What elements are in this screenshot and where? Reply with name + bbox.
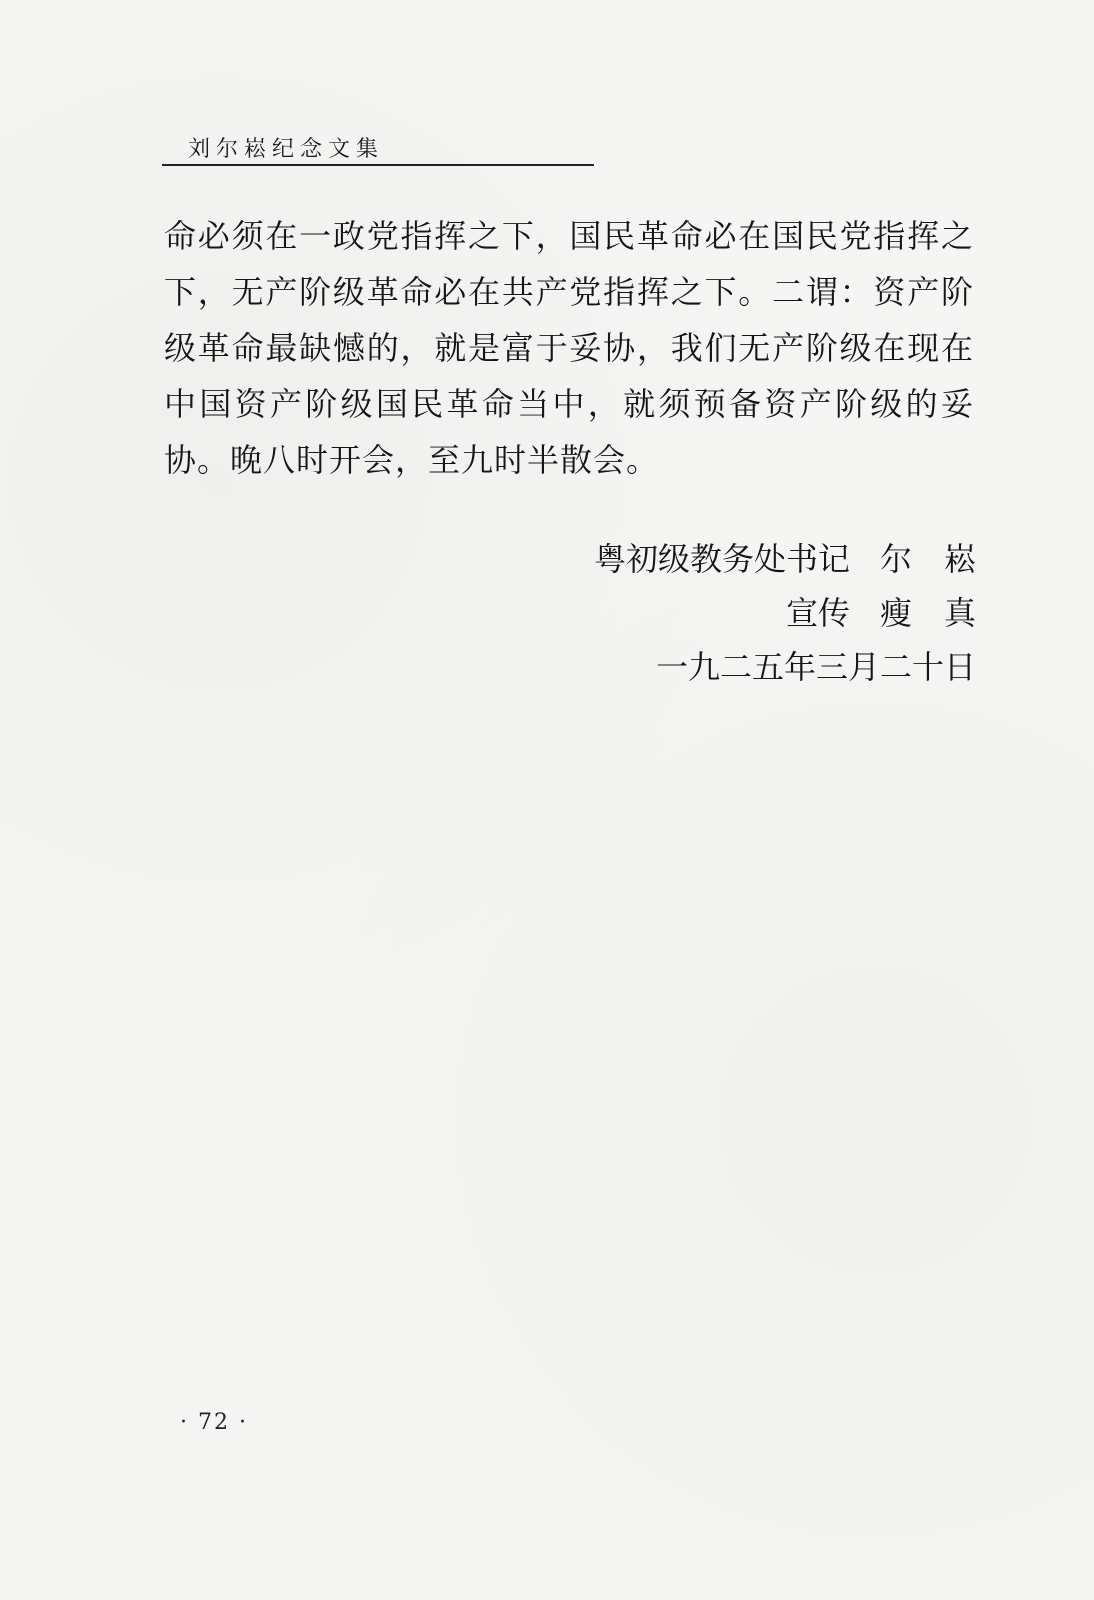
signature-name-2: 瘦 真 <box>879 594 976 632</box>
page-number: · 72 · <box>180 1410 248 1435</box>
signature-line-2 <box>594 586 976 640</box>
body-paragraph: 命必须在一政党指挥之下，国民革命必在国民党指挥之下，无产阶级革命必在共产党指挥之下。二谓：资产阶级革命最缺憾的，就是富于妥协，我们无产阶级在现在中国资产阶级国民革命当中，就须预备资产阶级的妥协。晚八时开会，至九时半散会。 <box>164 217 974 479</box>
signature-name-1: 尔 崧 <box>879 540 976 578</box>
signature-role-2: 宣传 <box>785 594 850 632</box>
signature-date: 一九二五年三月二十日 <box>655 648 976 686</box>
signature-block <box>594 532 976 694</box>
running-head: 刘尔崧纪念文集 <box>188 137 385 162</box>
signature-line-1 <box>594 532 976 586</box>
signature-role-1: 粤初级教务处书记 <box>593 540 850 578</box>
header-rule <box>162 164 594 166</box>
